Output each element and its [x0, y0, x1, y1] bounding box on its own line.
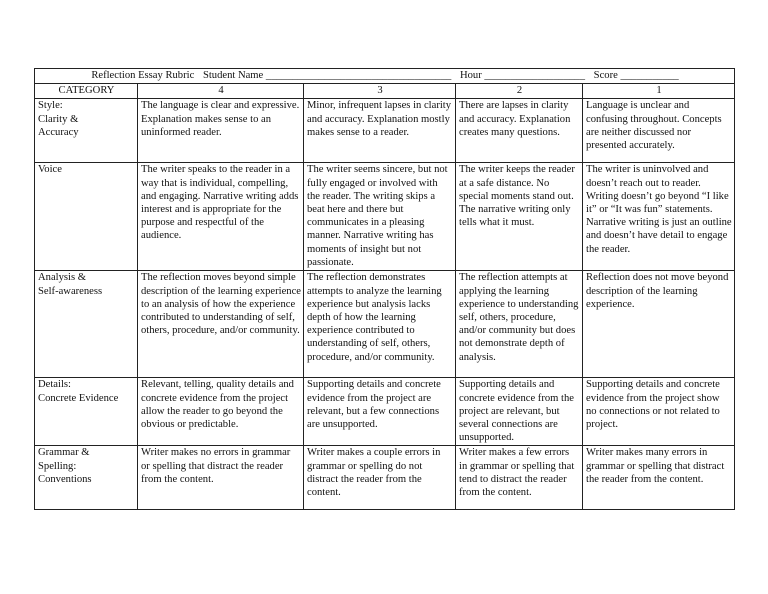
rubric-table — [34, 68, 735, 510]
analysis-score-3: The reflection demonstrates attempts to analyze the learning experience but analysis lacks depth of how the learning experience contributed to understanding of self, others, procedure, and/or community. — [304, 271, 456, 378]
student-name-field: Student Name ___________________________________ — [202, 70, 452, 81]
column-header-2: 2 — [456, 84, 583, 99]
details-score-3: Supporting details and concrete evidence from the project are relevant, but a few connections are unsupported. — [304, 378, 456, 446]
category-analysis: Analysis & Self-awareness — [35, 271, 138, 378]
hour-field: Hour ___________________ — [459, 70, 586, 81]
category-details: Details: Concrete Evidence — [35, 378, 138, 446]
grammar-score-4: Writer makes no errors in grammar or spelling that distract the reader from the content. — [138, 446, 304, 510]
rubric-title: Reflection Essay Rubric — [91, 70, 195, 81]
score-field: Score ___________ — [593, 70, 679, 81]
grammar-score-1: Writer makes many errors in grammar or spelling that distract the reader from the content. — [583, 446, 735, 510]
column-header-3: 3 — [304, 84, 456, 99]
category-style: Style: Clarity & Accuracy — [35, 99, 138, 163]
details-score-4: Relevant, telling, quality details and concrete evidence from the project allow the reader to go beyond the obvious or predictable. — [138, 378, 304, 446]
grammar-score-2: Writer makes a few errors in grammar or spelling that tend to distract the reader from the content. — [456, 446, 583, 510]
category-voice: Voice — [35, 163, 138, 271]
analysis-score-4: The reflection moves beyond simple description of the learning experience to an analysis of how the experience contributed to understanding of self, others, procedure, and/or community. — [138, 271, 304, 378]
voice-score-4: The writer speaks to the reader in a way that is individual, compelling, and engaging. Narrative writing adds interest and is appropriate for the purpose and respectful of the audience. — [138, 163, 304, 271]
table-row — [35, 446, 735, 510]
voice-score-1: The writer is uninvolved and doesn’t reach out to reader. Writing doesn’t go beyond “I like it” or “It was fun” statements. Narrative writing is just an outline and doesn’t have detail to engage the reader. — [583, 163, 735, 271]
column-header-1: 1 — [583, 84, 735, 99]
analysis-score-2: The reflection attempts at applying the learning experience to understanding self, others, procedure, and/or community but does not demonstrate depth of analysis. — [456, 271, 583, 378]
column-header-row — [35, 84, 735, 99]
table-row — [35, 163, 735, 271]
style-score-2: There are lapses in clarity and accuracy. Explanation creates many questions. — [456, 99, 583, 163]
table-row — [35, 271, 735, 378]
analysis-score-1: Reflection does not move beyond description of the learning experience. — [583, 271, 735, 378]
voice-score-3: The writer seems sincere, but not fully engaged or involved with the reader. The writing skips a beat here and there but communicates in a pleasing manner. Narrative writing has moments of insight but not passionate. — [304, 163, 456, 271]
details-score-2: Supporting details and concrete evidence from the project are relevant, but several connections are unsupported. — [456, 378, 583, 446]
style-score-3: Minor, infrequent lapses in clarity and accuracy. Explanation mostly makes sense to a reader. — [304, 99, 456, 163]
column-header-category: CATEGORY — [35, 84, 138, 99]
column-header-4: 4 — [138, 84, 304, 99]
table-row — [35, 99, 735, 163]
rubric-header — [35, 69, 735, 84]
style-score-4: The language is clear and expressive. Explanation makes sense to an uninformed reader. — [138, 99, 304, 163]
voice-score-2: The writer keeps the reader at a safe distance. No special moments stand out. The narrative writing only tells what it must. — [456, 163, 583, 271]
table-row — [35, 378, 735, 446]
details-score-1: Supporting details and concrete evidence from the project show no connections or not related to project. — [583, 378, 735, 446]
style-score-1: Language is unclear and confusing throughout. Concepts are neither discussed nor presented accurately. — [583, 99, 735, 163]
grammar-score-3: Writer makes a couple errors in grammar or spelling do not distract the reader from the content. — [304, 446, 456, 510]
category-grammar: Grammar & Spelling: Conventions — [35, 446, 138, 510]
title-row — [35, 69, 735, 84]
